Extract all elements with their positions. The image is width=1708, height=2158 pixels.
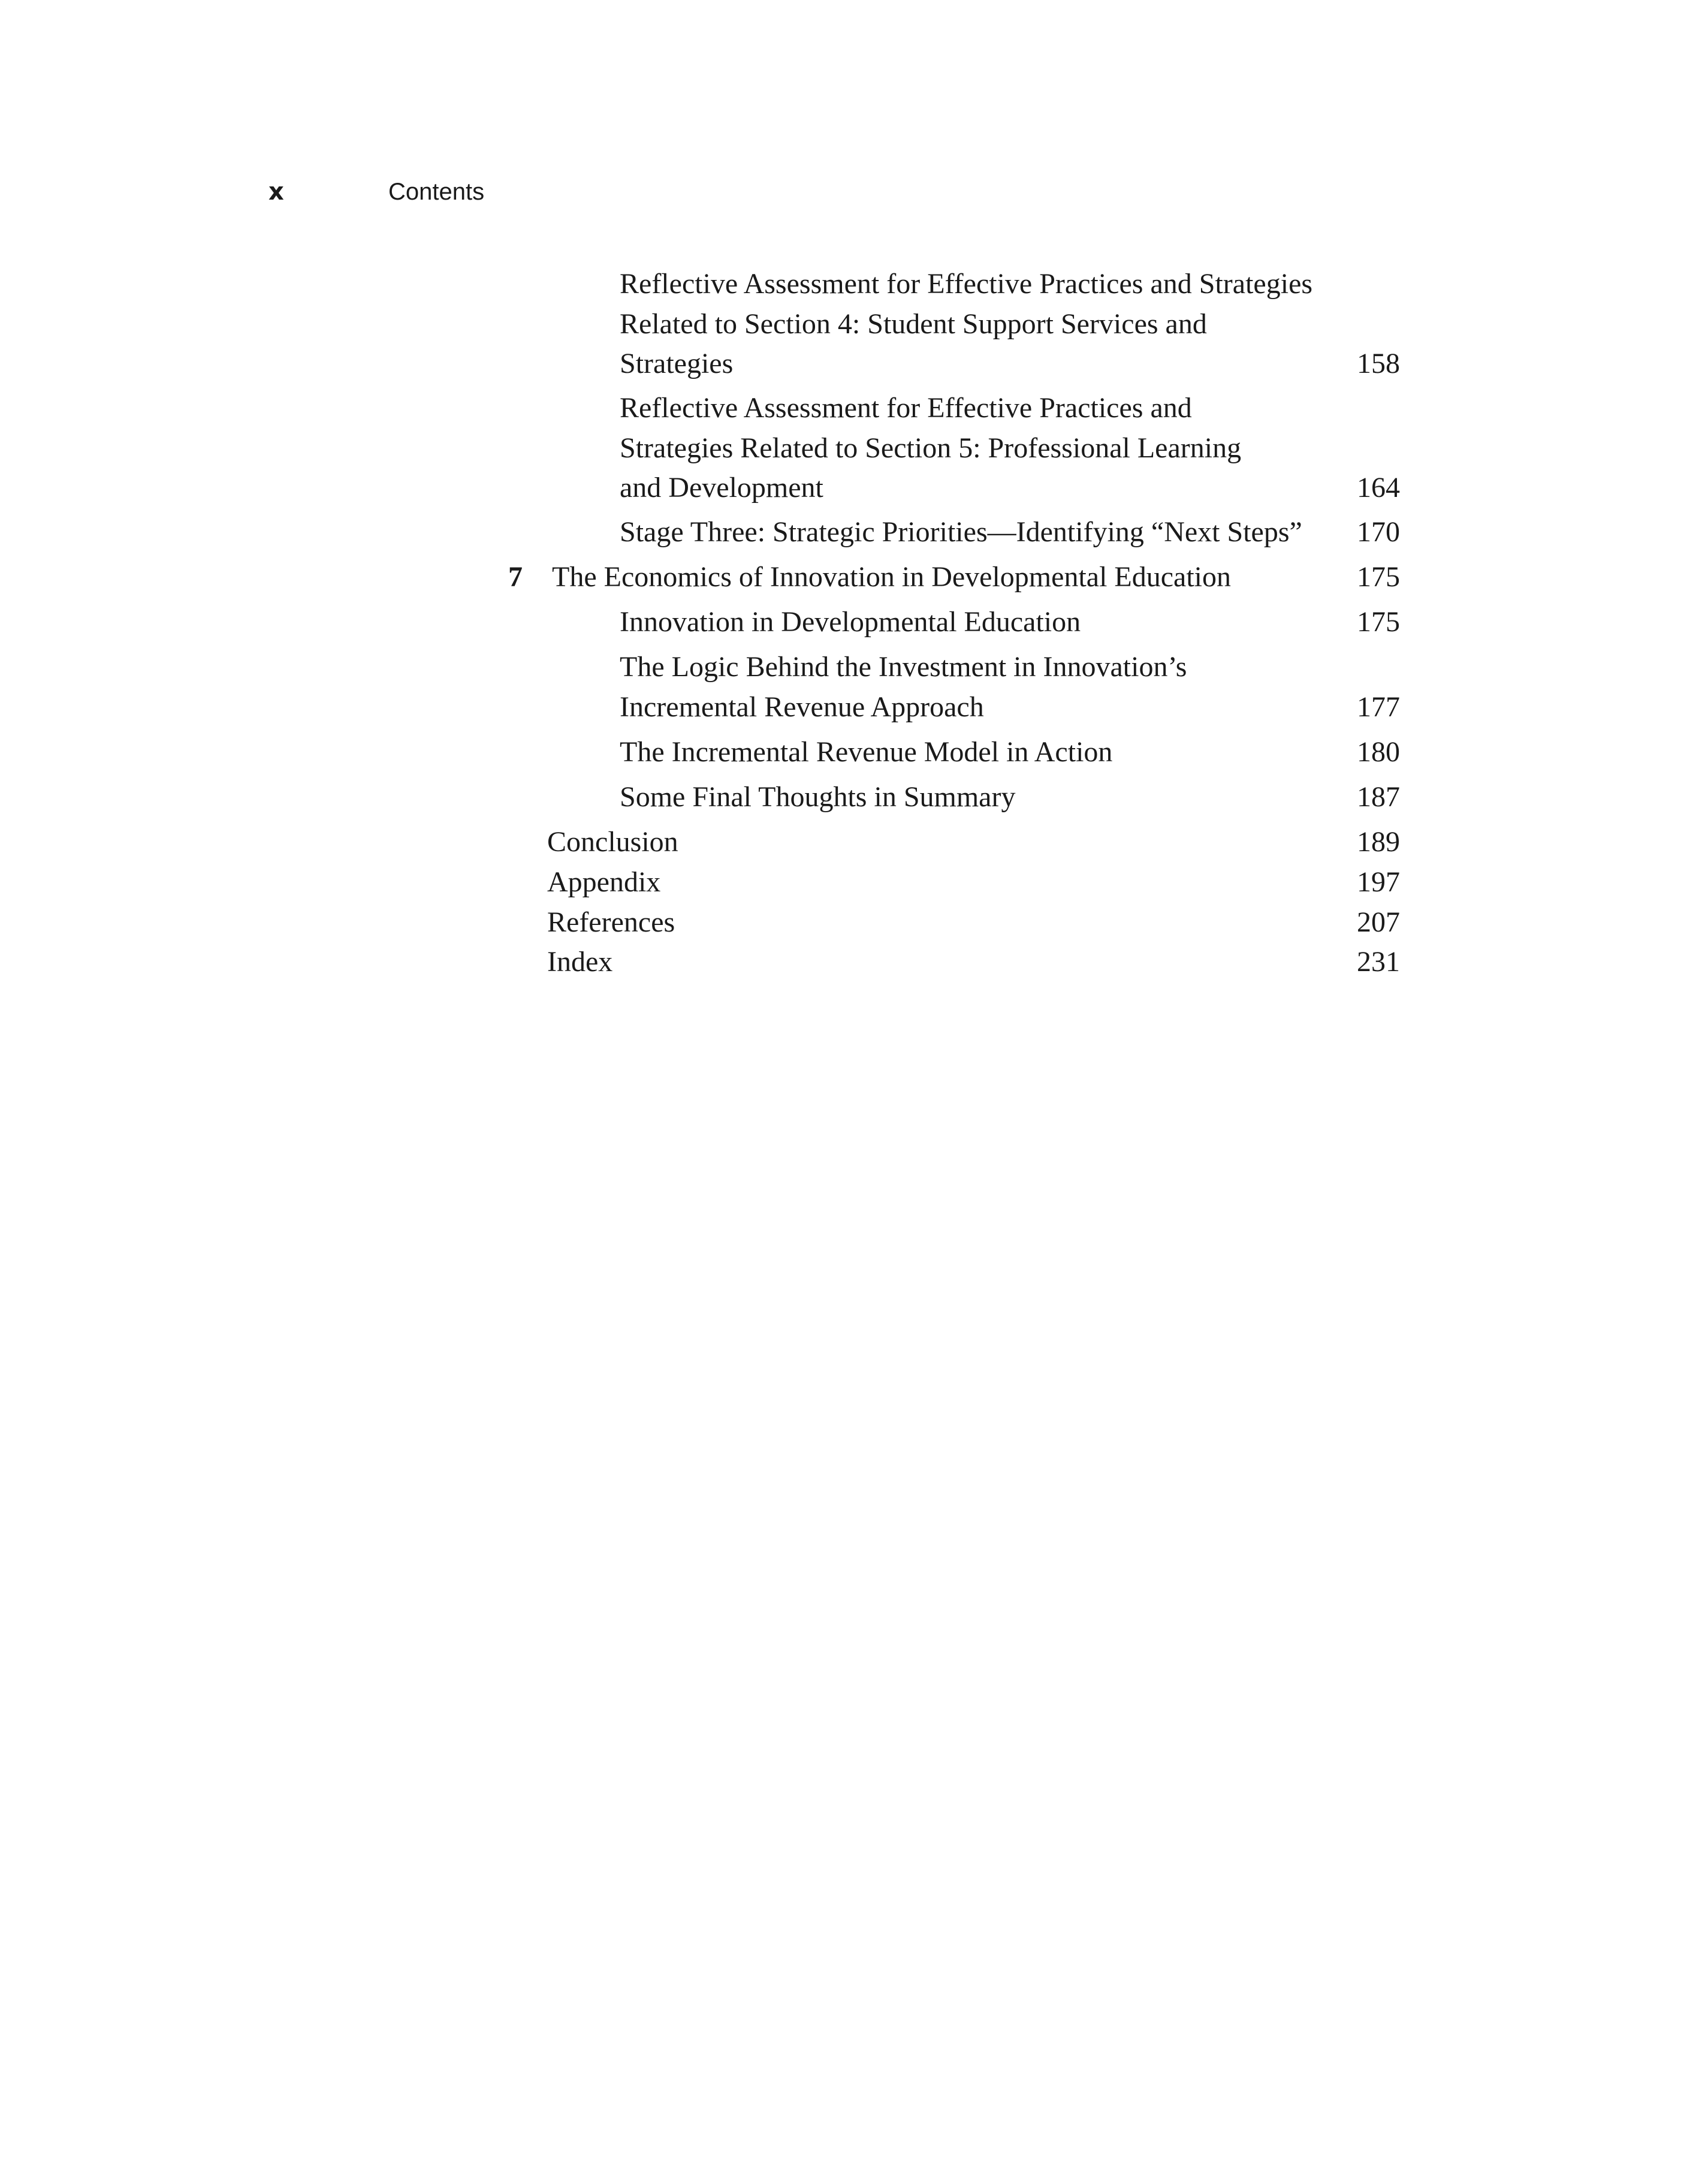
toc-entry-page: 189 (1357, 826, 1400, 858)
toc-entry-page: 207 (1357, 906, 1400, 938)
page-folio: x (268, 178, 284, 206)
toc-entry-page: 170 (1357, 516, 1400, 548)
toc-entry-page: 187 (1357, 781, 1400, 813)
toc-entry-page: 231 (1357, 946, 1400, 978)
toc-entry-title: Reflective Assessment for Effective Practices and Strategies Related to Section 4: Student Support Services and Strategies (620, 268, 1313, 379)
toc-entry-title: Appendix (547, 866, 661, 898)
toc-entry-title: References (547, 906, 675, 938)
toc-entry-title: Conclusion (547, 826, 678, 858)
toc-entry-page: 177 (1357, 691, 1400, 723)
toc-entry-page: 158 (1357, 348, 1400, 379)
toc-entry-page: 180 (1357, 736, 1400, 768)
toc-entry-title: The Economics of Innovation in Developmental Education (552, 561, 1232, 593)
toc-entry-title: Stage Three: Strategic Priorities—Identifying “Next Steps” (620, 516, 1302, 548)
running-head-title: Contents (388, 179, 485, 205)
toc-entry-page: 175 (1357, 561, 1400, 593)
toc-entry-page: 175 (1357, 606, 1400, 638)
toc-entry-title: The Incremental Revenue Model in Action (620, 736, 1113, 768)
toc-entry-page: 197 (1357, 866, 1400, 898)
toc-entry-title: Reflective Assessment for Effective Practices and Strategies Related to Section 5: Professional Learning and Development (620, 392, 1242, 504)
toc-entry-title: Index (547, 946, 613, 978)
toc-entry-title: Some Final Thoughts in Summary (620, 781, 1016, 813)
toc-entry-title: The Logic Behind the Investment in Innovation’s Incremental Revenue Approach (620, 651, 1187, 723)
toc-chapter-number: 7 (508, 561, 523, 593)
toc-entry-title: Innovation in Developmental Education (620, 606, 1081, 638)
toc-entry-page: 164 (1357, 472, 1400, 504)
